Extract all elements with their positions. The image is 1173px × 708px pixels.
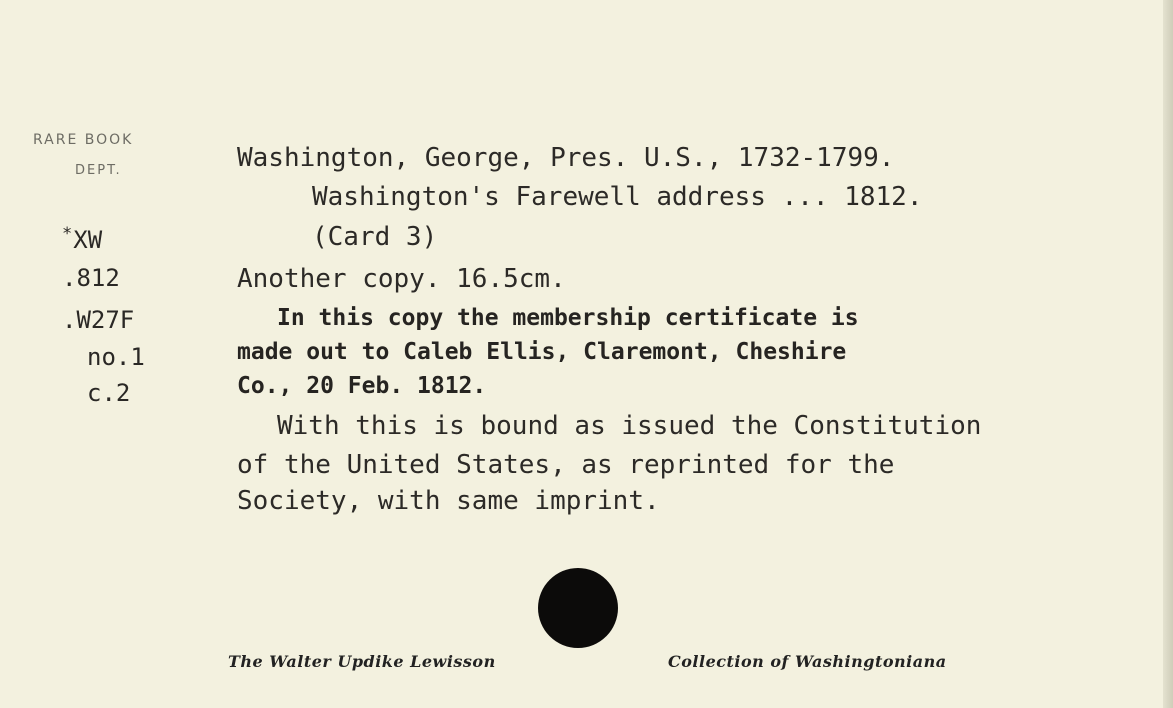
entry-copy-note: Another copy. 16.5cm. <box>237 264 566 294</box>
entry-heading: Washington, George, Pres. U.S., 1732-1799. <box>237 143 895 173</box>
call-number-line-4: no.1 <box>87 343 145 371</box>
punch-hole <box>538 568 618 648</box>
call-number-class <box>62 224 103 254</box>
department-stamp-line-2: DEPT. <box>75 163 122 178</box>
footer-collection-subject: Collection of Washingtoniana <box>668 652 947 671</box>
entry-note-1-line-3: Co., 20 Feb. 1812. <box>237 373 487 399</box>
entry-note-2-line-1: With this is bound as issued the Constitution <box>277 411 982 441</box>
entry-card-note: (Card 3) <box>312 222 438 252</box>
call-number-line-2: .812 <box>62 264 120 292</box>
star-mark: * <box>62 224 73 244</box>
call-number-line-3: .W27F <box>62 306 135 334</box>
call-number-line-5: c.2 <box>87 379 131 407</box>
entry-note-1-line-2: made out to Caleb Ellis, Claremont, Cheshire <box>237 339 847 365</box>
card-edge <box>1163 0 1173 708</box>
call-number-class-text: XW <box>73 226 103 254</box>
entry-title: Washington's Farewell address ... 1812. <box>312 182 923 212</box>
department-stamp-line-1: RARE BOOK <box>33 132 134 148</box>
entry-note-1-line-1: In this copy the membership certificate is <box>277 305 859 331</box>
footer-collection-name: The Walter Updike Lewisson <box>228 652 496 671</box>
entry-note-2-line-2: of the United States, as reprinted for the <box>237 450 895 480</box>
entry-note-2-line-3: Society, with same imprint. <box>237 486 660 516</box>
